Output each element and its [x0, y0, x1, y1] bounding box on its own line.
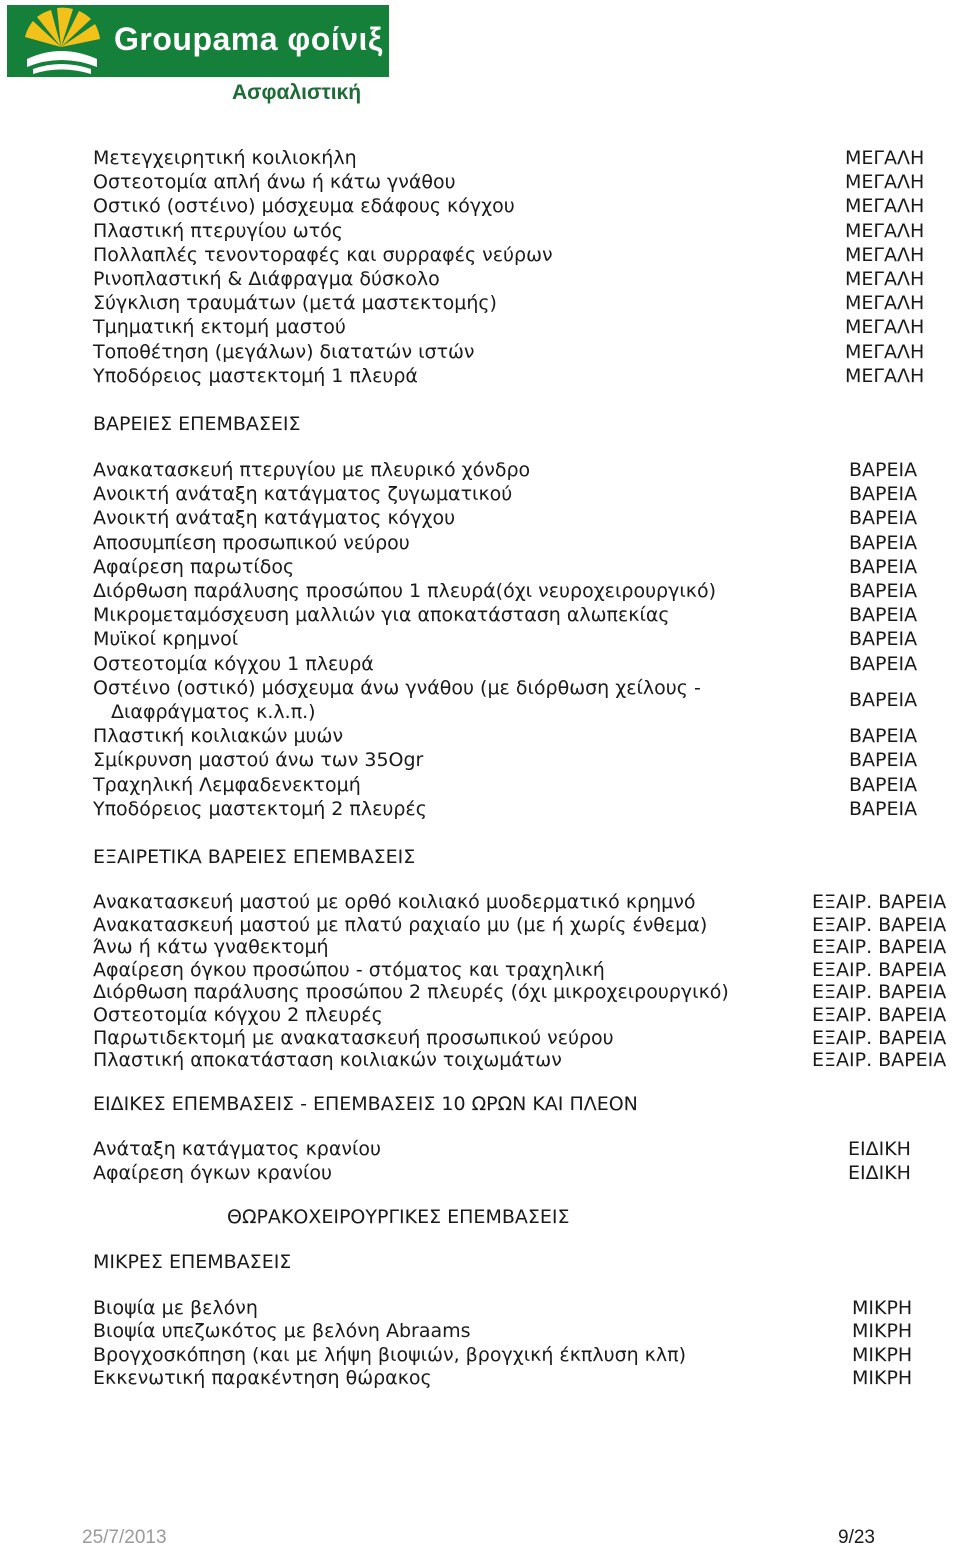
procedure-name: Μετεγχειρητική κοιλιοκήλη: [93, 147, 357, 169]
procedure-category: ΜΕΓΑΛΗ: [845, 364, 925, 387]
procedure-category: ΜΕΓΑΛΗ: [845, 195, 925, 218]
procedure-name: Αφαίρεση όγκων κρανίου: [93, 1162, 333, 1184]
section-title: ΕΞΑΙΡΕΤΙΚΑ ΒΑΡΕΙΕΣ ΕΠΕΜΒΑΣΕΙΣ: [93, 846, 416, 868]
brand-name: Groupama φοίνιξ: [114, 21, 383, 57]
procedure-category: ΕΙΔΙΚΗ: [848, 1162, 911, 1184]
procedure-name: Πολλαπλές τενοντοραφές και συρραφές νεύρων: [93, 243, 553, 266]
section-title: ΒΑΡΕΙΕΣ ΕΠΕΜΒΑΣΕΙΣ: [93, 413, 301, 435]
procedure-name: Οστεοτομία κόγχου 1 πλευρά: [93, 652, 374, 675]
procedure-name: Εκκενωτική παρακέντηση θώρακος: [93, 1367, 432, 1390]
procedure-name: Ανοικτή ανάταξη κατάγματος ζυγωματικού: [93, 483, 513, 506]
procedure-name: Ρινοπλαστική & Διάφραγμα δύσκολο: [93, 268, 440, 290]
procedure-category: ΒΑΡΕΙΑ: [849, 531, 918, 554]
procedure-name: Οστικό (οστέινο) μόσχευμα εδάφους κόγχου: [93, 195, 515, 218]
procedure-name: Μικρομεταμόσχευση μαλλιών για αποκατάσταση αλωπεκίας: [93, 604, 670, 627]
procedure-category: ΜΕΓΑΛΗ: [845, 292, 925, 315]
procedure-name: Διόρθωση παράλυσης προσώπου 2 πλευρές (όχι μικροχειρουργικό): [93, 981, 729, 1004]
procedure-name: Μυϊκοί κρημνοί: [93, 628, 239, 651]
procedure-category: ΜΕΓΑΛΗ: [845, 171, 925, 194]
procedure-category: ΜΙΚΡΗ: [852, 1367, 913, 1390]
procedure-category: ΒΑΡΕΙΑ: [849, 797, 918, 820]
procedure-category: ΜΕΓΑΛΗ: [845, 147, 925, 169]
procedure-name: Πλαστική κοιλιακών μυών: [93, 725, 344, 748]
brand-logo: [7, 5, 389, 77]
procedure-name: Πλαστική αποκατάσταση κοιλιακών τοιχωμάτων: [93, 1049, 562, 1072]
procedure-category: ΕΞΑΙΡ. ΒΑΡΕΙΑ: [812, 958, 947, 981]
procedure-category: ΒΑΡΕΙΑ: [849, 725, 918, 748]
procedure-name: Τραχηλική Λεμφαδενεκτομή: [93, 773, 361, 796]
procedure-name: Βιοψία με βελόνη: [93, 1297, 258, 1319]
procedure-category: ΒΑΡΕΙΑ: [849, 652, 918, 675]
procedure-name: Τοποθέτηση (μεγάλων) διατατών ιστών: [93, 340, 475, 363]
section-title: ΘΩΡΑΚΟΧΕΙΡΟΥΡΓΙΚΕΣ ΕΠΕΜΒΑΣΕΙΣ: [227, 1206, 570, 1228]
procedure-category: ΕΞΑΙΡ. ΒΑΡΕΙΑ: [812, 981, 947, 1004]
procedure-name: Αφαίρεση παρωτίδος: [93, 555, 295, 578]
procedure-category: ΕΞΑΙΡ. ΒΑΡΕΙΑ: [812, 1049, 947, 1072]
procedure-name: Σύγκλιση τραυμάτων (μετά μαστεκτομής): [93, 292, 497, 315]
procedure-name: Σμίκρυνση μαστού άνω των 35Ogr: [93, 749, 424, 772]
procedure-name: Πλαστική πτερυγίου ωτός: [93, 219, 343, 242]
procedure-category: ΒΑΡΕΙΑ: [849, 628, 918, 651]
procedure-name-cont: Διαφράγματος κ.λ.π.): [111, 701, 316, 723]
procedure-name: Ανακατασκευή μαστού με πλατύ ραχιαίο μυ (με ή χωρίς ένθεμα): [93, 913, 708, 936]
procedure-category: ΒΑΡΕΙΑ: [849, 555, 918, 578]
procedure-category: ΒΑΡΕΙΑ: [849, 604, 918, 627]
procedure-name: Άνω ή κάτω γναθεκτομή: [93, 936, 329, 959]
procedure-name: Υποδόρειος μαστεκτομή 1 πλευρά: [93, 364, 418, 387]
procedure-name: Ανάταξη κατάγματος κρανίου: [93, 1138, 382, 1160]
page-number: 9/23: [838, 1527, 875, 1548]
brand-subtitle: Ασφαλιστική: [232, 81, 362, 104]
procedure-category: ΒΑΡΕΙΑ: [849, 773, 918, 796]
procedure-name: Τμηματική εκτομή μαστού: [93, 316, 346, 339]
footer-date: 25/7/2013: [82, 1527, 167, 1548]
procedure-category: ΒΑΡΕΙΑ: [849, 483, 918, 506]
procedure-name: Παρωτιδεκτομή με ανακατασκευή προσωπικού νεύρου: [93, 1026, 614, 1049]
procedure-category: ΜΕΓΑΛΗ: [845, 268, 925, 290]
procedure-name: Αφαίρεση όγκου προσώπου - στόματος και τραχηλική: [93, 958, 605, 981]
procedure-category: ΒΑΡΕΙΑ: [849, 688, 918, 711]
procedure-category: ΜΕΓΑΛΗ: [845, 243, 925, 266]
procedure-name: Βρογχοσκόπηση (και με λήψη βιοψιών, βρογχική έκπλυση κλπ): [93, 1343, 686, 1366]
procedure-category: ΕΞΑΙΡ. ΒΑΡΕΙΑ: [812, 891, 947, 913]
logo-emblem-icon: [21, 7, 101, 75]
procedure-name: Αποσυμπίεση προσωπικού νεύρου: [93, 531, 410, 554]
procedure-category: ΕΞΑΙΡ. ΒΑΡΕΙΑ: [812, 1026, 947, 1049]
procedure-name: Βιοψία υπεζωκότος με βελόνη Abraams: [93, 1320, 471, 1343]
procedure-category: ΜΕΓΑΛΗ: [845, 340, 925, 363]
procedure-category: ΕΙΔΙΚΗ: [848, 1138, 911, 1160]
procedure-category: ΜΕΓΑΛΗ: [845, 219, 925, 242]
procedure-category: ΜΙΚΡΗ: [852, 1320, 913, 1343]
procedure-category: ΜΕΓΑΛΗ: [845, 316, 925, 339]
procedure-name: Ανακατασκευή μαστού με ορθό κοιλιακό μυοδερματικό κρημνό: [93, 891, 696, 913]
procedure-category: ΒΑΡΕΙΑ: [849, 749, 918, 772]
procedure-name: Υποδόρειος μαστεκτομή 2 πλευρές: [93, 797, 427, 820]
procedure-name: Διόρθωση παράλυσης προσώπου 1 πλευρά(όχι νευροχειρουργικό): [93, 580, 717, 602]
procedure-category: ΒΑΡΕΙΑ: [849, 580, 918, 602]
procedure-category: ΕΞΑΙΡ. ΒΑΡΕΙΑ: [812, 936, 947, 959]
procedure-category: ΕΞΑΙΡ. ΒΑΡΕΙΑ: [812, 913, 947, 936]
section-title: ΕΙΔΙΚΕΣ ΕΠΕΜΒΑΣΕΙΣ - ΕΠΕΜΒΑΣΕΙΣ 10 ΩΡΩΝ ΚΑΙ ΠΛΕΟΝ: [93, 1093, 638, 1115]
procedure-name: Ανακατασκευή πτερυγίου με πλευρικό χόνδρο: [93, 459, 531, 481]
procedure-category: ΜΙΚΡΗ: [852, 1343, 913, 1366]
procedure-name: Ανοικτή ανάταξη κατάγματος κόγχου: [93, 507, 456, 530]
procedure-category: ΜΙΚΡΗ: [852, 1297, 913, 1319]
procedure-name: Οστέινο (οστικό) μόσχευμα άνω γνάθου (με διόρθωση χείλους -: [93, 676, 701, 699]
procedure-category: ΒΑΡΕΙΑ: [849, 459, 918, 481]
procedure-name: Οστεοτομία κόγχου 2 πλευρές: [93, 1004, 383, 1026]
procedure-name: Οστεοτομία απλή άνω ή κάτω γνάθου: [93, 171, 456, 194]
procedure-category: ΕΞΑΙΡ. ΒΑΡΕΙΑ: [812, 1004, 947, 1026]
section-title: ΜΙΚΡΕΣ ΕΠΕΜΒΑΣΕΙΣ: [93, 1251, 292, 1273]
procedure-category: ΒΑΡΕΙΑ: [849, 507, 918, 530]
